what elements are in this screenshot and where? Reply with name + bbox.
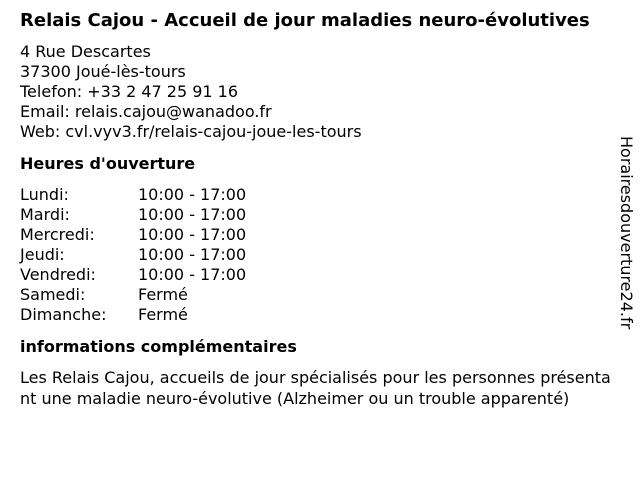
hours-row-monday bbox=[20, 185, 620, 205]
business-details bbox=[20, 10, 620, 409]
day-label: Jeudi: bbox=[20, 245, 65, 264]
day-hours: 10:00 - 17:00 bbox=[138, 245, 247, 264]
day-hours: 10:00 - 17:00 bbox=[138, 185, 247, 204]
day-label: Vendredi: bbox=[20, 265, 96, 284]
hours-row-friday bbox=[20, 265, 620, 285]
day-label: Dimanche: bbox=[20, 305, 107, 324]
website-link[interactable]: Web: cvl.vyv3.fr/relais-cajou-joue-les-tours bbox=[20, 122, 362, 141]
additional-info-heading: informations complémentaires bbox=[20, 337, 297, 356]
day-hours: 10:00 - 17:00 bbox=[138, 205, 247, 224]
city-address: 37300 Joué-lès-tours bbox=[20, 62, 186, 81]
day-label: Mardi: bbox=[20, 205, 70, 224]
day-label: Mercredi: bbox=[20, 225, 95, 244]
hours-row-sunday bbox=[20, 305, 620, 325]
day-hours: Fermé bbox=[138, 285, 188, 304]
day-hours: 10:00 - 17:00 bbox=[138, 225, 247, 244]
address-block bbox=[20, 42, 620, 142]
hours-row-thursday bbox=[20, 245, 620, 265]
hours-row-tuesday bbox=[20, 205, 620, 225]
street-address: 4 Rue Descartes bbox=[20, 42, 151, 61]
opening-hours-table bbox=[20, 185, 620, 325]
day-hours: Fermé bbox=[138, 305, 188, 324]
opening-hours-heading: Heures d'ouverture bbox=[20, 154, 196, 173]
additional-info-text: Les Relais Cajou, accueils de jour spécialisés pour les personnes présentant une maladie neuro-évolutive (Alzheimer ou un trouble apparenté) bbox=[20, 368, 611, 408]
hours-row-wednesday bbox=[20, 225, 620, 245]
day-label: Samedi: bbox=[20, 285, 86, 304]
day-hours: 10:00 - 17:00 bbox=[138, 265, 247, 284]
email-address[interactable]: Email: relais.cajou@wanadoo.fr bbox=[20, 102, 272, 121]
phone-number[interactable]: Telefon: +33 2 47 25 91 16 bbox=[20, 82, 239, 101]
hours-row-saturday bbox=[20, 285, 620, 305]
page-title: Relais Cajou - Accueil de jour maladies neuro-évolutives bbox=[20, 10, 590, 31]
day-label: Lundi: bbox=[20, 185, 69, 204]
watermark-text: Horairesdouverture24.fr bbox=[617, 136, 636, 330]
